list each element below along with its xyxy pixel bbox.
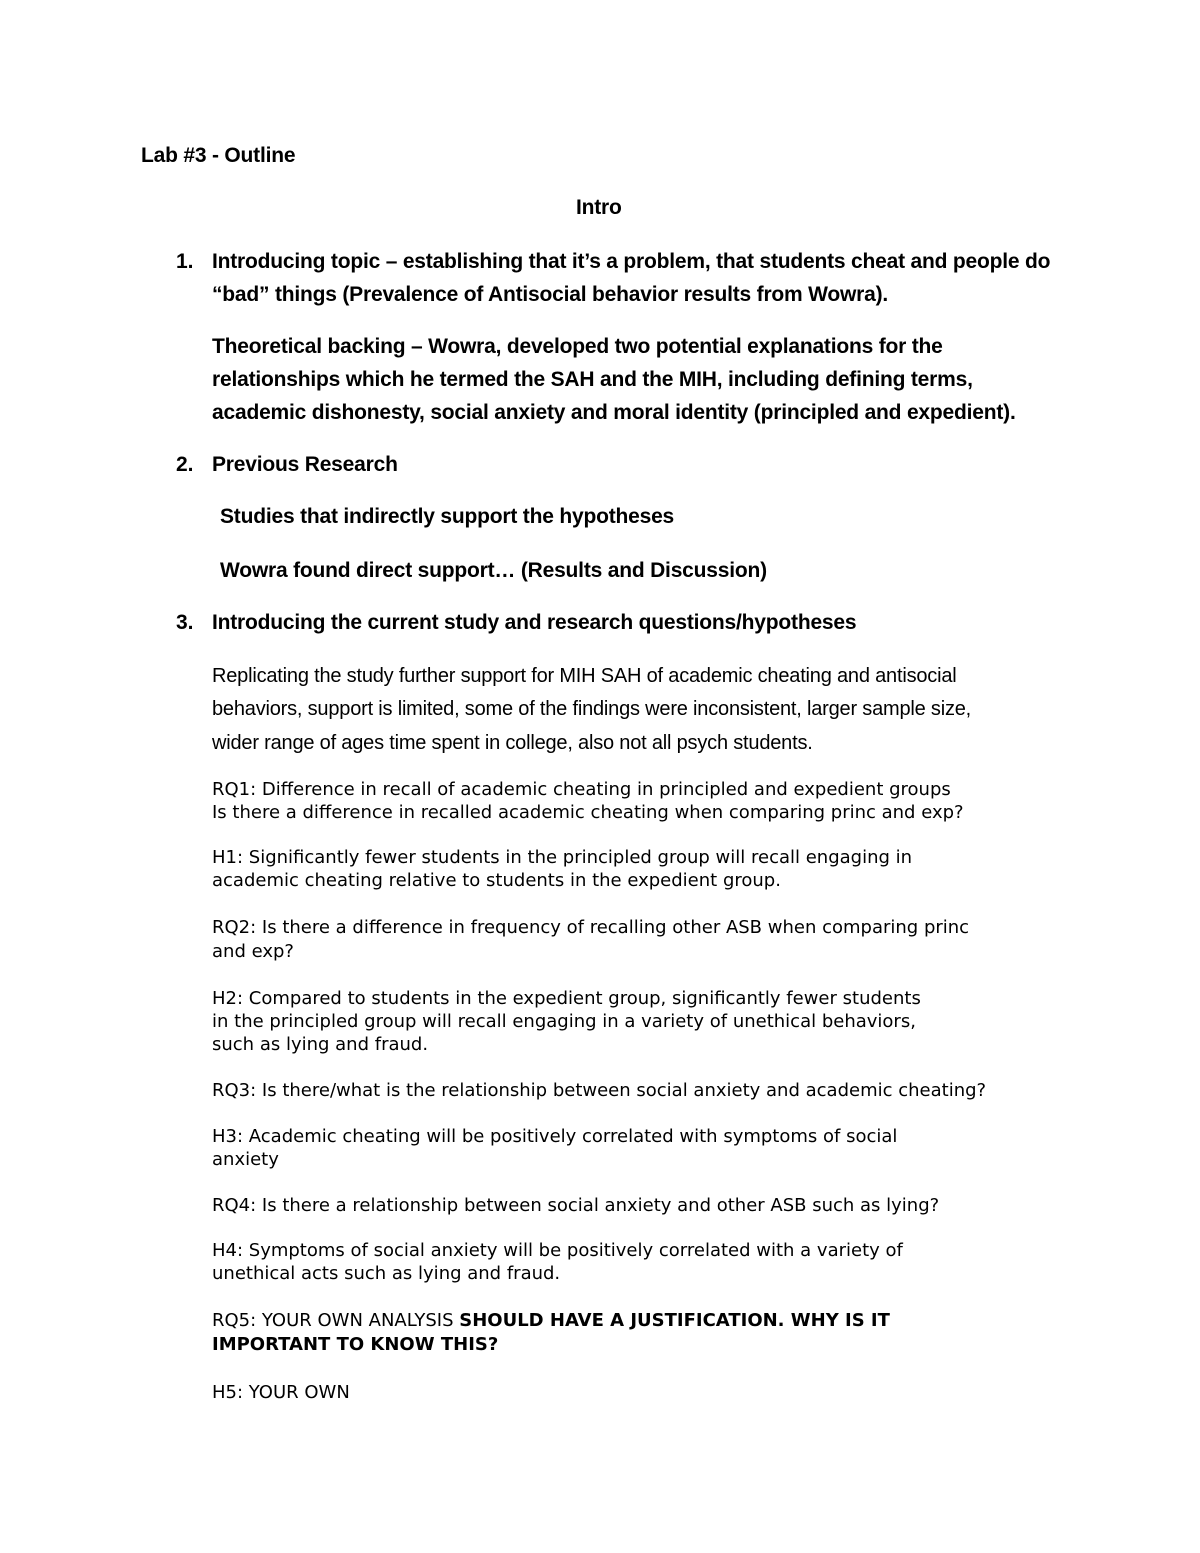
h4-line1: H4: Symptoms of social anxiety will be positively correlated with a variety of xyxy=(212,1240,903,1261)
rq2-line1: RQ2: Is there a difference in frequency of recalling other ASB when comparing princ xyxy=(212,917,970,938)
h4-line2: unethical acts such as lying and fraud. xyxy=(212,1263,561,1284)
item3-para-line2: behaviors, support is limited, some of the findings were inconsistent, larger sample size, xyxy=(212,698,972,720)
list-number-2: 2. xyxy=(176,453,194,476)
theory-line3: academic dishonesty, social anxiety and moral identity (principled and expedient). xyxy=(212,401,1016,424)
rq4-line1: RQ4: Is there a relationship between social anxiety and other ASB such as lying? xyxy=(212,1195,940,1216)
theory-line1: Theoretical backing – Wowra, developed two potential explanations for the xyxy=(212,335,943,358)
h1-line2: academic cheating relative to students in the expedient group. xyxy=(212,870,781,891)
rq2-line2: and exp? xyxy=(212,941,294,962)
item2-label: Previous Research xyxy=(212,453,398,476)
theory-line2: relationships which he termed the SAH and the MIH, including defining terms, xyxy=(212,368,973,391)
doc-title: Lab #3 - Outline xyxy=(141,144,296,167)
item2-sub1: Studies that indirectly support the hypotheses xyxy=(220,505,675,528)
rq1-line2: Is there a difference in recalled academic cheating when comparing princ and exp? xyxy=(212,802,964,823)
h5-line1: H5: YOUR OWN xyxy=(212,1382,350,1403)
item2-sub2: Wowra found direct support… (Results and Discussion) xyxy=(220,559,767,582)
item1-line1: Introducing topic – establishing that it’s a problem, that students cheat and people do xyxy=(212,250,1051,273)
item3-label: Introducing the current study and research questions/hypotheses xyxy=(212,611,857,634)
rq5-line1 xyxy=(212,1310,890,1331)
item3-para-line3: wider range of ages time spent in college, also not all psych students. xyxy=(212,732,813,754)
section-heading-intro: Intro xyxy=(576,196,622,219)
h2-line1: H2: Compared to students in the expedient group, significantly fewer students xyxy=(212,988,921,1009)
h2-line3: such as lying and fraud. xyxy=(212,1034,429,1055)
rq3-line1: RQ3: Is there/what is the relationship between social anxiety and academic cheating? xyxy=(212,1080,987,1101)
item1-line2: “bad” things (Prevalence of Antisocial behavior results from Wowra). xyxy=(212,283,889,306)
rq5-bold-text: SHOULD HAVE A JUSTIFICATION. WHY IS IT xyxy=(459,1310,890,1331)
h3-line2: anxiety xyxy=(212,1149,279,1170)
h1-line1: H1: Significantly fewer students in the principled group will recall engaging in xyxy=(212,847,913,868)
list-number-3: 3. xyxy=(176,611,194,634)
list-number-1: 1. xyxy=(176,250,194,273)
h3-line1: H3: Academic cheating will be positively correlated with symptoms of social xyxy=(212,1126,898,1147)
rq1-line1: RQ1: Difference in recall of academic cheating in principled and expedient groups xyxy=(212,779,951,800)
rq5-line2: IMPORTANT TO KNOW THIS? xyxy=(212,1334,499,1355)
item3-para-line1: Replicating the study further support for MIH SAH of academic cheating and antisocial xyxy=(212,665,957,687)
h2-line2: in the principled group will recall engaging in a variety of unethical behaviors, xyxy=(212,1011,916,1032)
rq5-prefix: RQ5: YOUR OWN ANALYSIS xyxy=(212,1310,460,1331)
